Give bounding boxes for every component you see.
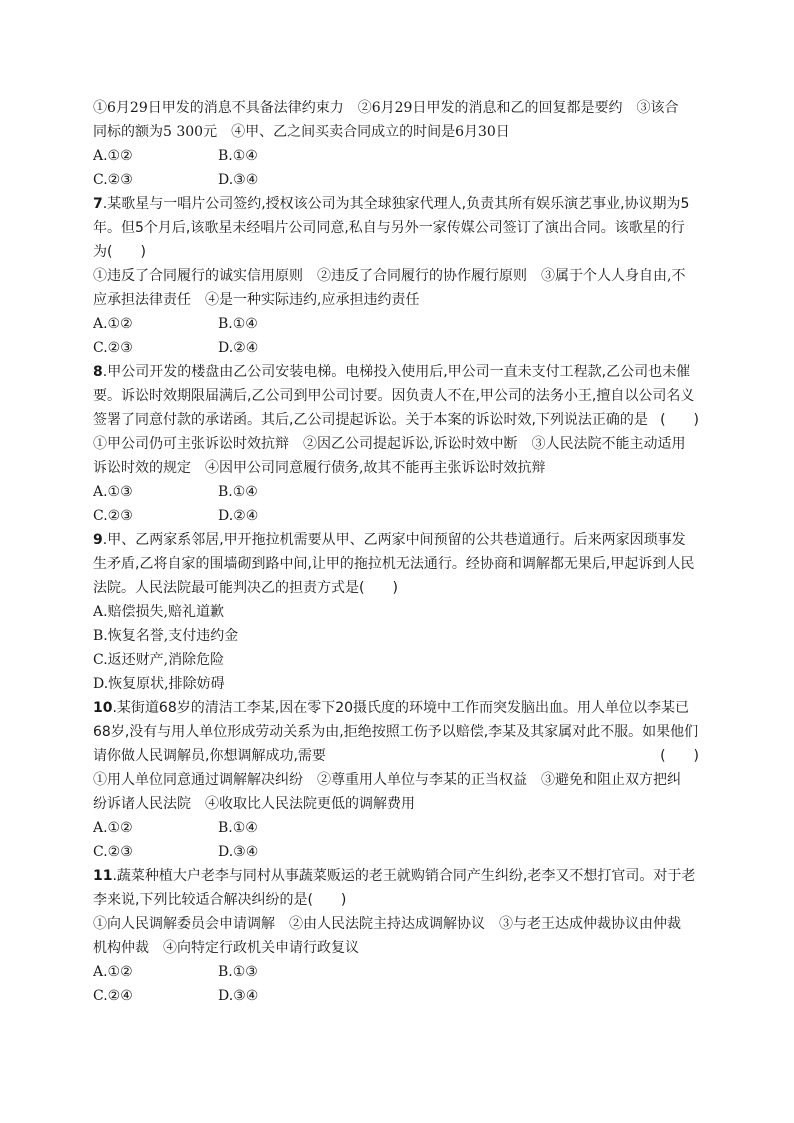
q8-options-row-1 [93,480,699,504]
q6-statements-line-2: 同标的额为5 300元 ④甲、乙之间买卖合同成立的时间是6月30日 [93,124,510,140]
q9-stem-line-3: 法院。人民法院最可能判决乙的担责方式是( ) [93,580,398,596]
q8-option-d: D.②④ [218,508,259,524]
question-content [93,96,699,1008]
q6-option-d: D.③④ [218,172,259,188]
q7-stem-line-3: 为( ) [93,244,146,260]
q6-options-row-1 [93,144,699,168]
q7-option-b: B.①④ [218,316,258,332]
q10-option-c: C.②③ [93,844,133,860]
q7-stem-line-1 [93,192,699,216]
q11-statements-line-2: 机构仲裁 ④向特定行政机关申请行政复议 [93,940,359,956]
q11-option-d: D.③④ [218,988,259,1004]
q7-option-c: C.②③ [93,340,133,356]
q6-option-a: A.①② [93,148,133,164]
q11-stem-line-1 [93,864,699,888]
q11-stem-text-1: .蔬菜种植大户老李与同村从事蔬菜贩运的老王就购销合同产生纠纷,老李又不想打官司。对于老 [112,868,696,884]
q8-stem-text-1: .甲公司开发的楼盘由乙公司安装电梯。电梯投入使用后,甲公司一直未支付工程款,乙公司也未催 [102,364,691,380]
q8-stem-line-3 [93,408,699,432]
q10-stem-text-1: .某街道68岁的清洁工李某,因在零下20摄氏度的环境中工作而突发脑出血。用人单位以李某已 [112,700,690,716]
q10-number: 10 [93,700,113,716]
q10-statements-line-2: 纷诉诸人民法院 ④收取比人民法院更低的调解费用 [93,796,415,812]
q11-option-b: B.①③ [218,964,258,980]
question-7 [93,192,699,360]
q8-answer-paren: ( ) [660,412,699,428]
q11-option-a: A.①② [93,964,133,980]
q8-options-row-2 [93,504,699,528]
q10-statements-line-1: ①用人单位同意通过调解解决纠纷 ②尊重用人单位与李某的正当权益 ③避免和阻止双方把纠 [93,772,681,788]
q11-options-row-1 [93,960,699,984]
q8-stem-line-1 [93,360,699,384]
question-6 [93,96,699,192]
q9-stem-line-1 [93,528,699,552]
q7-option-d: D.②④ [218,340,259,356]
q10-answer-paren: ( ) [660,748,699,764]
q11-stem-line-2: 李来说,下列比较适合解决纠纷的是( ) [93,892,347,908]
q10-stem-line-1 [93,696,699,720]
question-10 [93,696,699,864]
q10-options-row-2 [93,840,699,864]
q10-stem-line-2: 68岁,没有与用人单位形成劳动关系为由,拒绝按照工伤予以赔偿,李某及其家属对此不服。如果他们 [93,724,699,740]
q9-choice-a: A.赔偿损失,赔礼道歉 [93,604,225,620]
q10-option-d: D.③④ [218,844,259,860]
q10-options-row-1 [93,816,699,840]
q7-statements-line-1: ①违反了合同履行的诚实信用原则 ②违反了合同履行的协作履行原则 ③属于个人人身自由,不 [93,268,686,284]
question-9 [93,528,699,696]
q10-option-b: B.①④ [218,820,258,836]
q8-stem-text-3: 签署了同意付款的承诺函。其后,乙公司提起诉讼。关于本案的诉讼时效,下列说法正确的是 [93,412,648,428]
q9-stem-text-1: .甲、乙两家系邻居,甲开拖拉机需要从甲、乙两家中间预留的公共巷道通行。后来两家因琐事发 [102,532,686,548]
question-11 [93,864,699,1008]
q8-statements-line-2: 诉讼时效的规定 ④因甲公司同意履行债务,故其不能再主张诉讼时效抗辩 [93,460,546,476]
q6-options-row-2 [93,168,699,192]
q11-option-c: C.②④ [93,988,133,1004]
q11-number: 11 [93,868,113,884]
q7-statements-line-2: 应承担法律责任 ④是一种实际违约,应承担违约责任 [93,292,420,308]
question-8 [93,360,699,528]
q8-option-b: B.①④ [218,484,258,500]
q7-option-a: A.①② [93,316,133,332]
q7-options-row-2 [93,336,699,360]
q9-number: 9 [93,532,103,548]
q8-number: 8 [93,364,103,380]
q10-option-a: A.①② [93,820,133,836]
q8-option-a: A.①③ [93,484,133,500]
q7-stem-line-2: 年。但5个月后,该歌星未经唱片公司同意,私自与另外一家传媒公司签订了演出合同。该歌星的行 [93,220,685,236]
q7-number: 7 [93,196,103,212]
q8-statements-line-1: ①甲公司仍可主张诉讼时效抗辩 ②因乙公司提起诉讼,诉讼时效中断 ③人民法院不能主动适用 [93,436,686,452]
q6-option-c: C.②③ [93,172,133,188]
q10-stem-line-3 [93,744,699,768]
q11-statements-line-1: ①向人民调解委员会申请调解 ②由人民法院主持达成调解协议 ③与老王达成仲裁协议由仲裁 [93,916,681,932]
q9-choice-c: C.返还财产,消除危险 [93,652,225,668]
q9-choice-b: B.恢复名誉,支付违约金 [93,628,239,644]
q6-option-b: B.①④ [218,148,258,164]
q8-option-c: C.②③ [93,508,133,524]
q10-stem-text-3: 请你做人民调解员,你想调解成功,需要 [93,748,326,764]
q9-choice-d: D.恢复原状,排除妨碍 [93,676,225,692]
q8-stem-line-2: 要。诉讼时效期限届满后,乙公司到甲公司讨要。因负责人不在,甲公司的法务小王,擅自以公司名义 [93,388,695,404]
q11-options-row-2 [93,984,699,1008]
q9-stem-line-2: 生矛盾,乙将自家的围墙砌到路中间,让甲的拖拉机无法通行。经协商和调解都无果后,甲起诉到人民 [93,556,695,572]
q6-statements-line-1: ①6月29日甲发的消息不具备法律约束力 ②6月29日甲发的消息和乙的回复都是要约 ③该合 [93,100,679,116]
q7-stem-text-1: .某歌星与一唱片公司签约,授权该公司为其全球独家代理人,负责其所有娱乐演艺事业,协议期为5 [102,196,690,212]
q7-options-row-1 [93,312,699,336]
